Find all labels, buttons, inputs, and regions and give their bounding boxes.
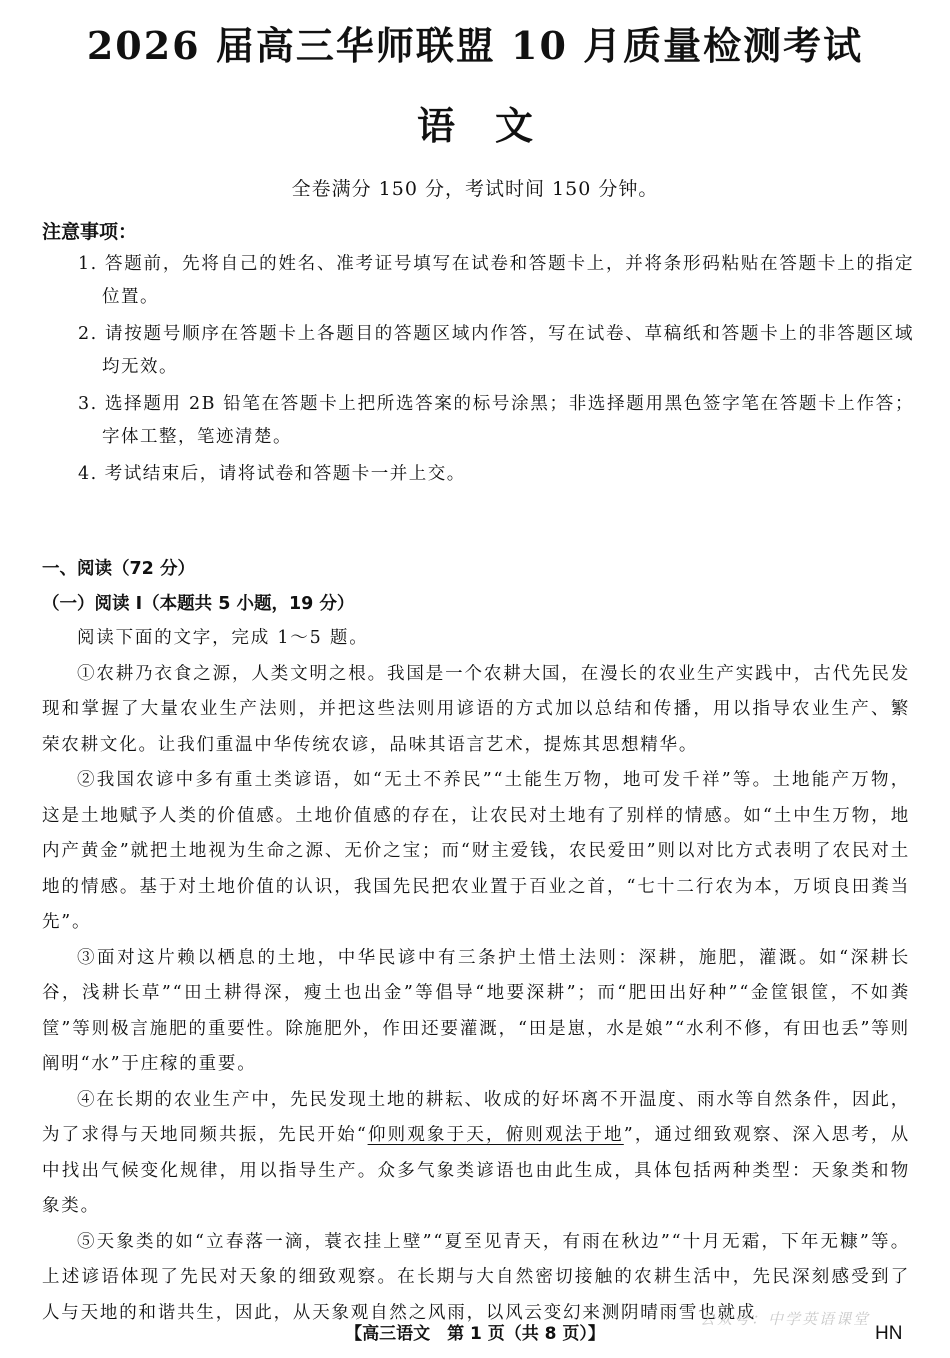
instruction: 阅读下面的文字，完成 1～5 题。 [77,628,369,648]
paragraph-4-part-1: ④在长期的农业生产中，先民发现土地的耕耘、收成的好坏离不开温度、雨水等自然条件，因此，为了求得与天地同频共振，先民开始“ [42,1089,910,1145]
exam-title: 2026 届高三华师联盟 10 月质量检测考试 [86,23,864,68]
score-info: 全卷满分 150 分，考试时间 150 分钟。 [291,178,659,200]
region-code: HN [875,1323,903,1344]
note-item-4: 4. 考试结束后，请将试卷和答题卡一并上交。 [78,464,466,484]
note-item-2: 2. 请按题号顺序在答题卡上各题目的答题区域内作答，写在试卷、草稿纸和答题卡上的非答题区域均无效。 [78,324,914,377]
note-item-3: 3. 选择题用 2B 铅笔在答题卡上把所选答案的标号涂黑；非选择题用黑色签字笔在答题卡上作答；字体工整，笔迹清楚。 [78,394,914,447]
watermark: 公众号：中学英语课堂 [700,1310,871,1328]
note-item-1: 1. 答题前，先将自己的姓名、准考证号填写在试卷和答题卡上，并将条形码粘贴在答题卡上的指定位置。 [78,254,914,307]
page-footer [0,1320,950,1348]
footer-label: 【高三语文 第 1 页（共 8 页）】 [345,1324,605,1344]
paragraph-4-part-2: ”，通过细致观察、深入思考，从中找出气候变化规律，用以指导生产。众多气象类谚语也由此生成，具体包括两种类型：天象类和物象类。 [42,1125,911,1216]
section-subtitle: （一）阅读 Ⅰ（本题共 5 小题，19 分） [42,594,355,614]
subject-title: 语文 [416,104,573,148]
paragraph-4 [42,1083,910,1225]
underlined-quote: 仰则观象于天，俯则观法于地 [367,1125,624,1145]
notes-list [78,248,914,495]
paragraph-1: ①农耕乃衣食之源，人类文明之根。我国是一个农耕大国，在漫长的农业生产实践中，古代先民发现和掌握了大量农业生产法则，并把这些法则用谚语的方式加以总结和传播，用以指导农业生产、繁荣农耕文化。让我们重温中华传统农谚，品味其语言艺术，提炼其思想精华。 [42,663,910,755]
section-title: 一、阅读（72 分） [42,559,195,579]
paragraph-2: ②我国农谚中多有重土类谚语，如“无土不养民”“土能生万物，地可发千祥”等。土地能产万物，这是土地赋予人类的价值感。土地价值感的存在，让农民对土地有了别样的情感。如“土中生万物，地内产黄金”就把土地视为生命之源、无价之宝；而“财主爱钱，农民爱田”则以对比方式表明了农民对土地的情感。基于对土地价值的认识，我国先民把农业置于百业之首，“七十二行农为本，万顷良田粪当先”。 [42,770,910,932]
reading-passage [42,621,910,1331]
notes-heading: 注意事项： [42,221,138,243]
paragraph-3: ③面对这片赖以栖息的土地，中华民谚中有三条护土惜土法则：深耕，施肥，灌溉。如“深耕长谷，浅耕长草”“田土耕得深，瘦土也出金”等倡导“地要深耕”；而“肥田出好种”“金筐银筐，不如粪筐”等则极言施肥的重要性。除施肥外，作田还要灌溉，“田是崽，水是娘”“水利不修，有田也丢”等则阐明“水”于庄稼的重要。 [42,947,910,1074]
paragraph-5: ⑤天象类的如“立春落一滴，蓑衣挂上壁”“夏至见青天，有雨在秋边”“十月无霜，下年无糠”等。上述谚语体现了先民对天象的细致观察。在长期与大自然密切接触的农耕生活中，先民深刻感受到了人与天地的和谐共生，因此，从天象观自然之风雨，以风云变幻来测阴晴雨雪也就成 [42,1231,910,1323]
